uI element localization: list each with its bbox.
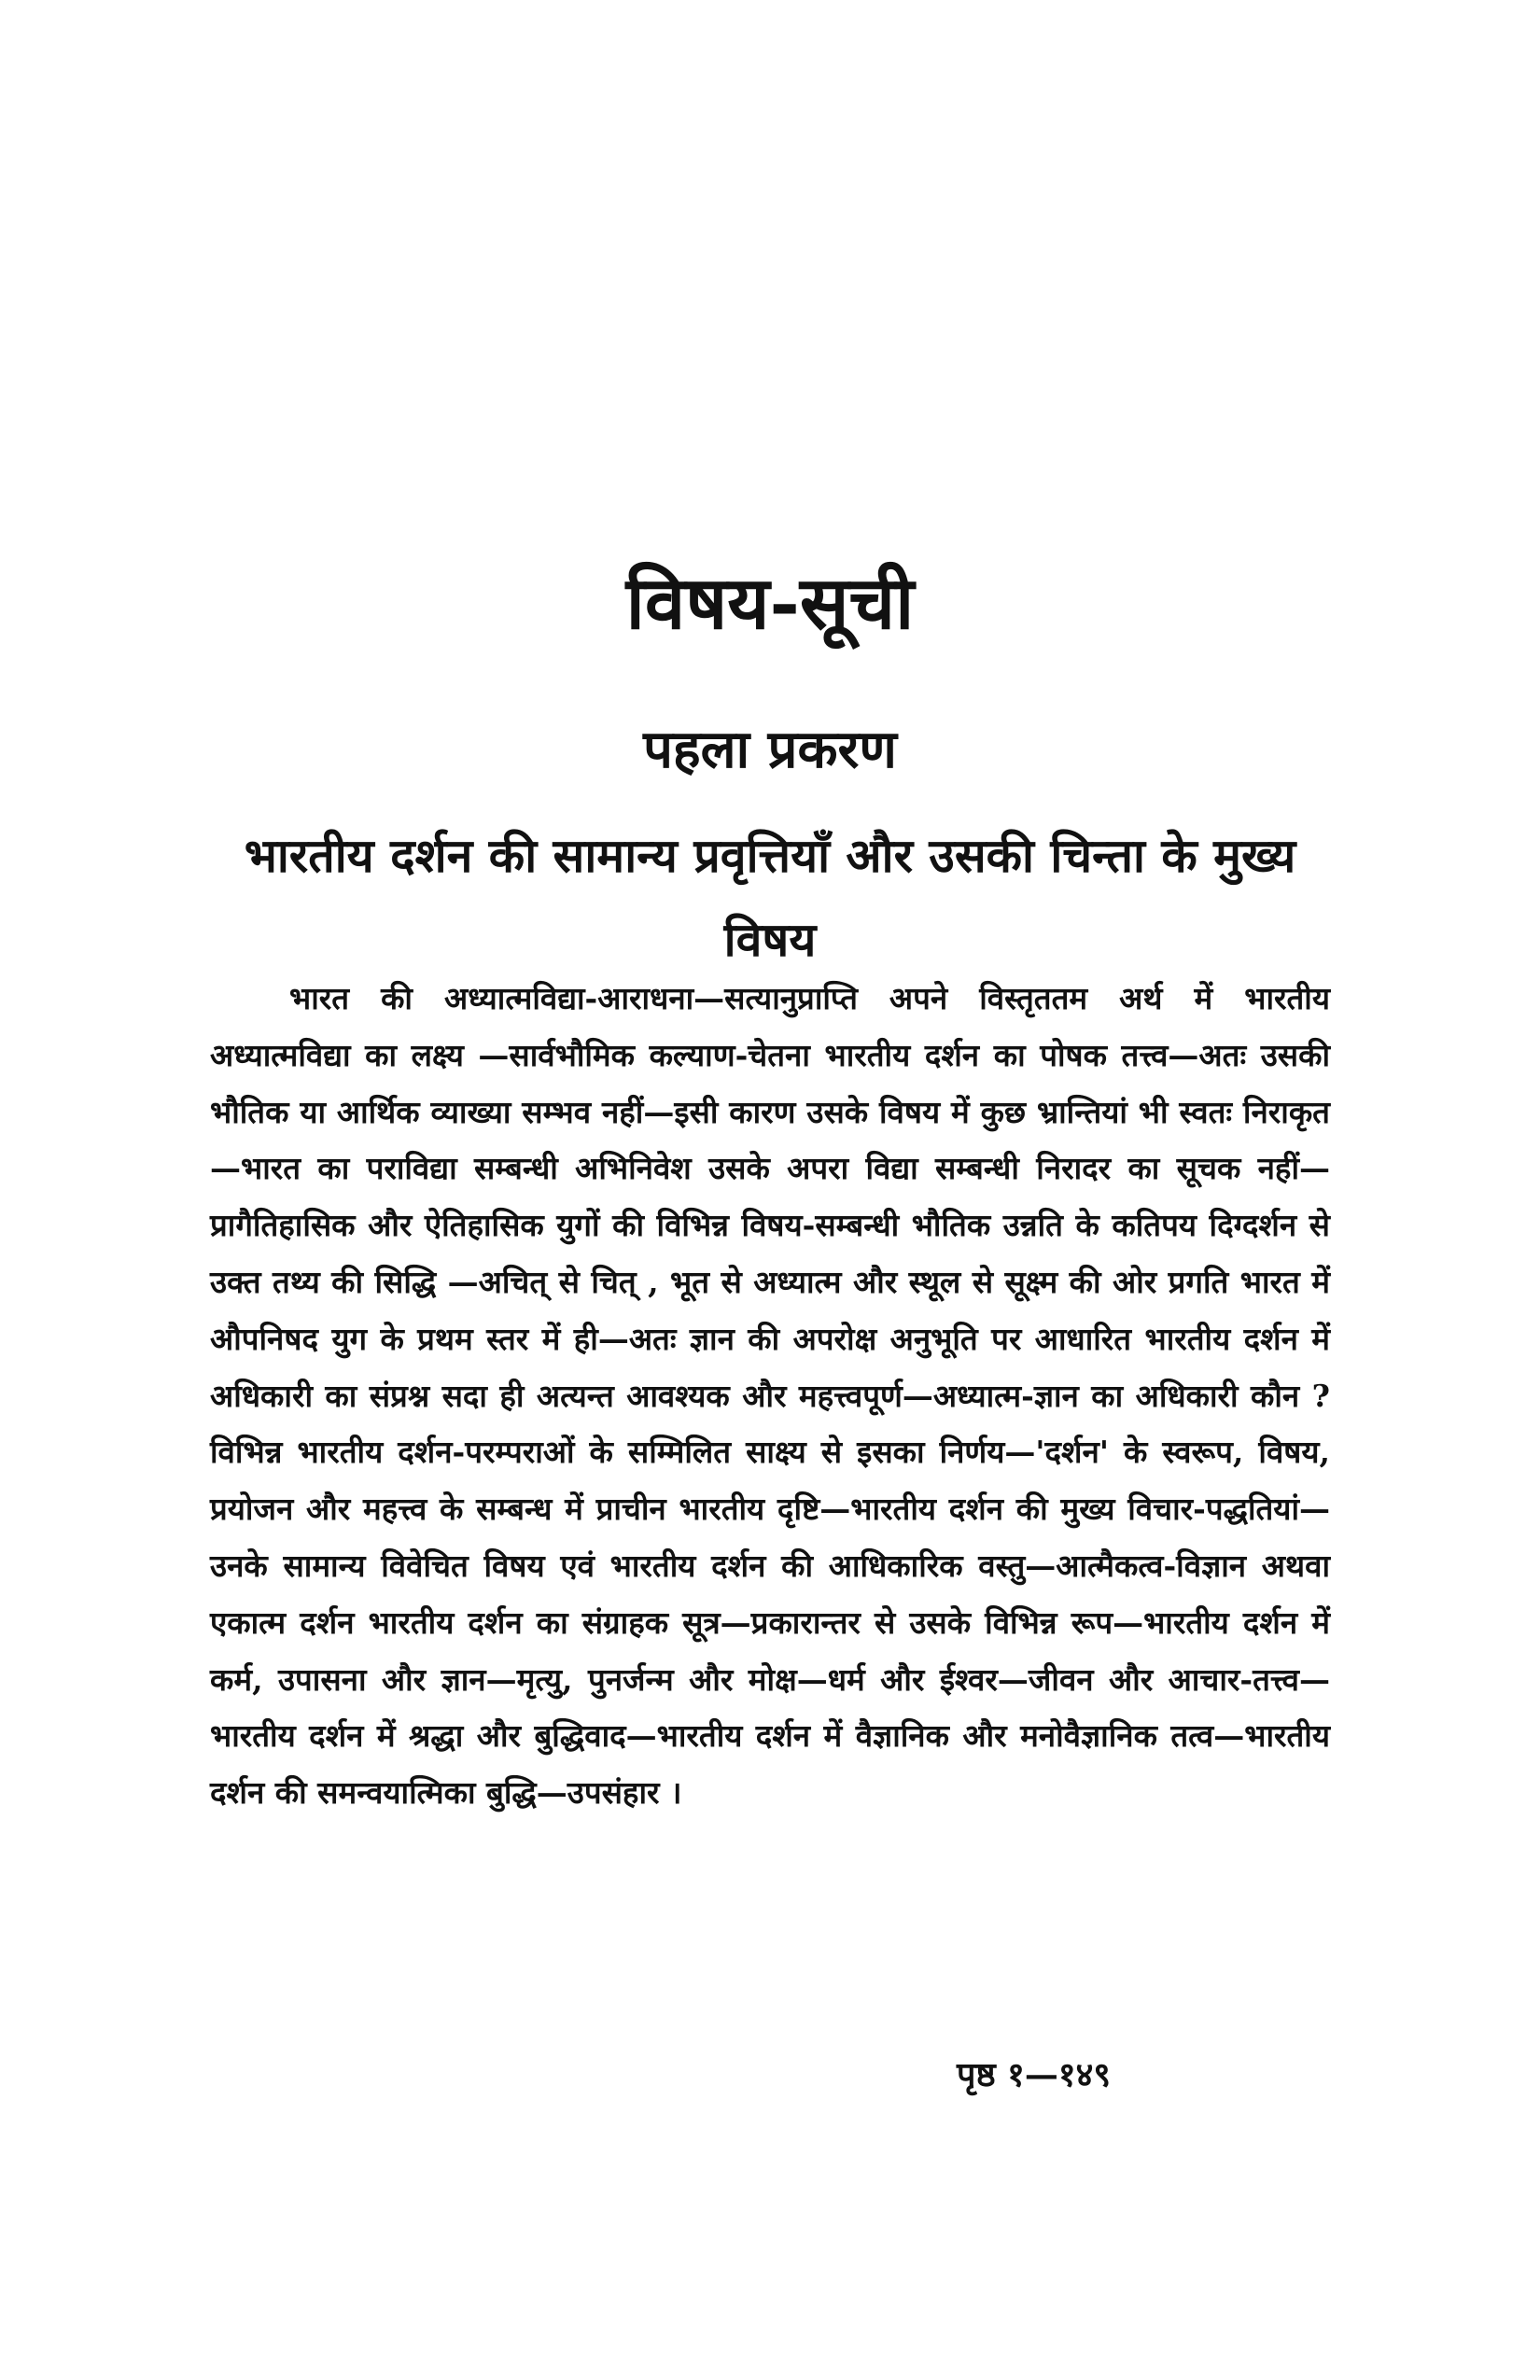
chapter-summary: भारत की अध्यात्मविद्या-आराधना—सत्यानुप्राप्ति अपने विस्तृततम अर्थ में भारतीय अध्यात्मविद्या का लक्ष्य —सार्वभौमिक कल्याण-चेतना भारतीय दर्शन का पोषक तत्त्व—अतः उसकी भौतिक या आर्थिक व्याख्या सम्भव नहीं—इसी कारण उसके विषय में कुछ भ्रान्तियां भी स्वतः निराकृत—भारत का पराविद्या सम्बन्धी अभिनिवेश उसके अपरा विद्या सम्बन्धी निरादर का सूचक नहीं—प्रागैतिहासिक और ऐतिहासिक युगों की विभिन्न विषय-सम्बन्धी भौतिक उन्नति के कतिपय दिग्दर्शन से उक्त तथ्य की सिद्धि —अचित् से चित् , भूत से अध्यात्म और स्थूल से सूक्ष्म की ओर प्रगति भारत में औपनिषद युग के प्रथम स्तर में ही—अतः ज्ञान की अपरोक्ष अनुभूति पर आधारित भारतीय दर्शन में अधिकारी का संप्रश्न सदा ही अत्यन्त आवश्यक और महत्त्वपूर्ण—अध्यात्म-ज्ञान का अधिकारी कौन ? विभिन्न भारतीय दर्शन-परम्पराओं के सम्मिलित साक्ष्य से इसका निर्णय—'दर्शन' के स्वरूप, विषय, प्रयोजन और महत्त्व के सम्बन्ध में प्राचीन भारतीय दृष्टि—भारतीय दर्शन की मुख्य विचार-पद्धतियां—उनके सामान्य विवेचित विषय एवं भारतीय दर्शन की आधिकारिक वस्तु—आत्मैकत्व-विज्ञान अथवा एकात्म दर्शन भारतीय दर्शन का संग्राहक सूत्र—प्रकारान्तर से उसके विभिन्न रूप—भारतीय दर्शन में कर्म, उपासना और ज्ञान—मृत्यु, पुनर्जन्म और मोक्ष—धर्म और ईश्वर—जीवन और आचार-तत्त्व—भारतीय दर्शन में श्रद्धा और बुद्धिवाद—भारतीय दर्शन में वैज्ञानिक और मनोवैज्ञानिक तत्व—भारतीय दर्शन की समन्वयात्मिका बुद्धि—उपसंहार । xyxy=(210,980,1330,1812)
page-range: पृष्ठ १—१४९ xyxy=(957,2055,1112,2094)
contents-heading: विषय-सूची xyxy=(625,561,915,646)
chapter-title: भारतीय दर्शन की सामान्य प्रवृत्तियाँ और उसकी चिन्ता के मुख्य विषय xyxy=(244,828,1296,967)
chapter-number-label: पहला प्रकरण xyxy=(643,719,897,780)
